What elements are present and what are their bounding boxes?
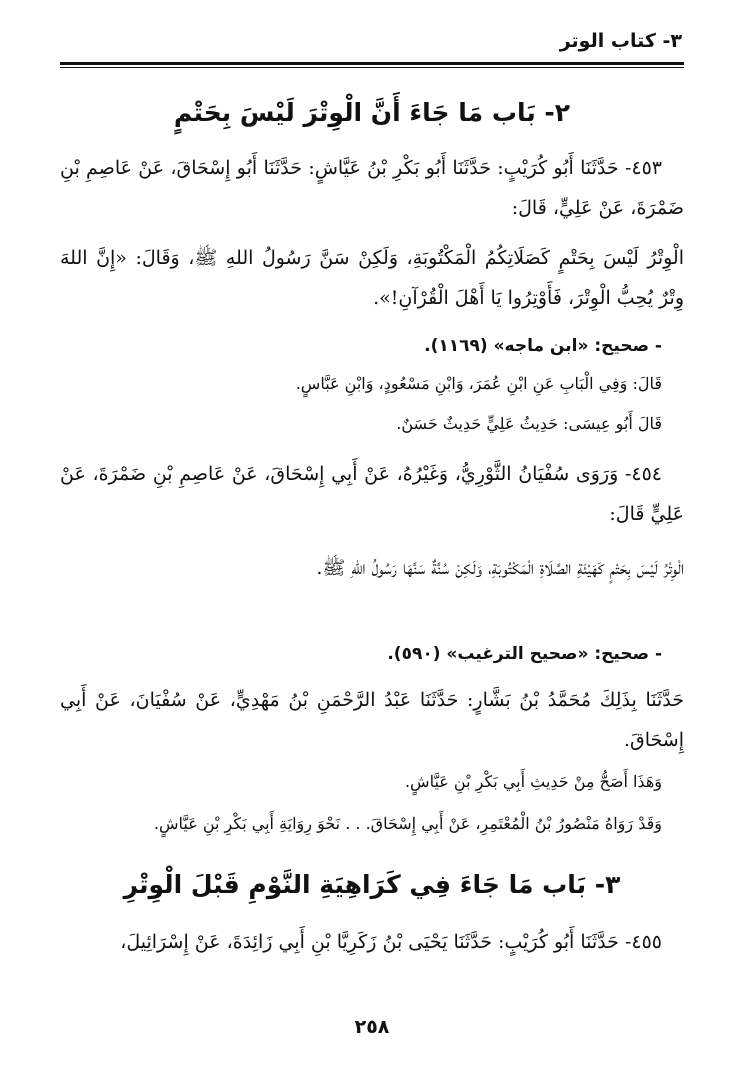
hadith-453-grade: - صحيح: «ابن ماجه» (١١٦٩). [424,336,662,356]
header-rule-thick [60,62,684,65]
page-number: ٢٥٨ [354,1016,390,1038]
hadith-454-isnad: ٤٥٤- وَرَوَى سُفْيَانُ الثَّوْرِيُّ، وَغَيْرُهُ، عَنْ أَبِي إِسْحَاقَ، عَنْ عَاصِمِ بْنِ ضَمْرَةَ، عَنْ عَلِيٍّ قَالَ: [60,463,684,525]
running-head: ٣- كتاب الوتر [559,30,682,52]
hadith-453-isnad: ٤٥٣- حَدَّثَنَا أَبُو كُرَيْبٍ: حَدَّثَنَا أَبُو بَكْرِ بْنُ عَيَّاشٍ: حَدَّثَنَا أَبُو إِسْحَاقَ، عَنْ عَاصِمِ بْنِ ضَمْرَةَ، عَنْ عَلِيٍّ، قَالَ: [60,157,684,219]
hadith-454-note-1: وَهَذَا أَصَحُّ مِنْ حَدِيثِ أَبِي بَكْرِ بْنِ عَيَّاشٍ. [404,772,662,791]
hadith-453-note-2: قَالَ أَبُو عِيسَى: حَدِيثُ عَلِيٍّ حَدِيثٌ حَسَنٌ. [396,414,662,433]
hadith-454-isnad-2: حَدَّثَنَا بِذَلِكَ مُحَمَّدُ بْنُ بَشَّارٍ: حَدَّثَنَا عَبْدُ الرَّحْمَنِ بْنُ مَهْدِيٍّ، عَنْ سُفْيَانَ، عَنْ أَبِي إِسْحَاقَ. [60,689,684,751]
hadith-454-note-2: وَقَدْ رَوَاهُ مَنْصُورُ بْنُ الْمُعْتَمِرِ، عَنْ أَبِي إِسْحَاقَ. . . نَحْوَ رِوَايَةِ أَبِي بَكْرِ بْنِ عَيَّاشٍ. [153,814,662,833]
hadith-455-isnad: ٤٥٥- حَدَّثَنَا أَبُو كُرَيْبٍ: حَدَّثَنَا يَحْيَى بْنُ زَكَرِيَّا بْنِ أَبِي زَائِدَةَ، عَنْ إِسْرَائِيلَ، [120,931,662,953]
chapter-heading-3: ٣- بَاب مَا جَاءَ فِي كَرَاهِيَةِ النَّوْمِ قَبْلَ الْوِتْرِ [123,870,621,899]
hadith-454-grade: - صحيح: «صحيح الترغيب» (٥٩٠). [387,644,662,664]
hadith-454-matn: الْوِتْرُ لَيْسَ بِحَتْمٍ كَهَيْئَةِ الصَّلَاةِ الْمَكْتُوبَةِ، وَلَكِنْ سُنَّةٌ سَنَّهَا رَسُولُ اللهِ ﷺ. [316,557,684,579]
hadith-453-matn: الْوِتْرُ لَيْسَ بِحَتْمٍ كَصَلَاتِكُمُ الْمَكْتُوبَةِ، وَلَكِنْ سَنَّ رَسُولُ اللهِ ﷺ، وَقَالَ: «إِنَّ اللهَ وِتْرٌ يُحِبُّ الْوِتْرَ، فَأَوْتِرُوا يَا أَهْلَ الْقُرْآنِ!». [60,247,684,309]
header-rule-thin [60,67,684,68]
hadith-453-note-1: قَالَ: وَفِي الْبَابِ عَنِ ابْنِ عُمَرَ، وَابْنِ مَسْعُودٍ، وَابْنِ عَبَّاسٍ. [295,374,662,393]
chapter-heading-2: ٢- بَاب مَا جَاءَ أَنَّ الْوِتْرَ لَيْسَ بِحَتْمٍ [173,98,571,127]
